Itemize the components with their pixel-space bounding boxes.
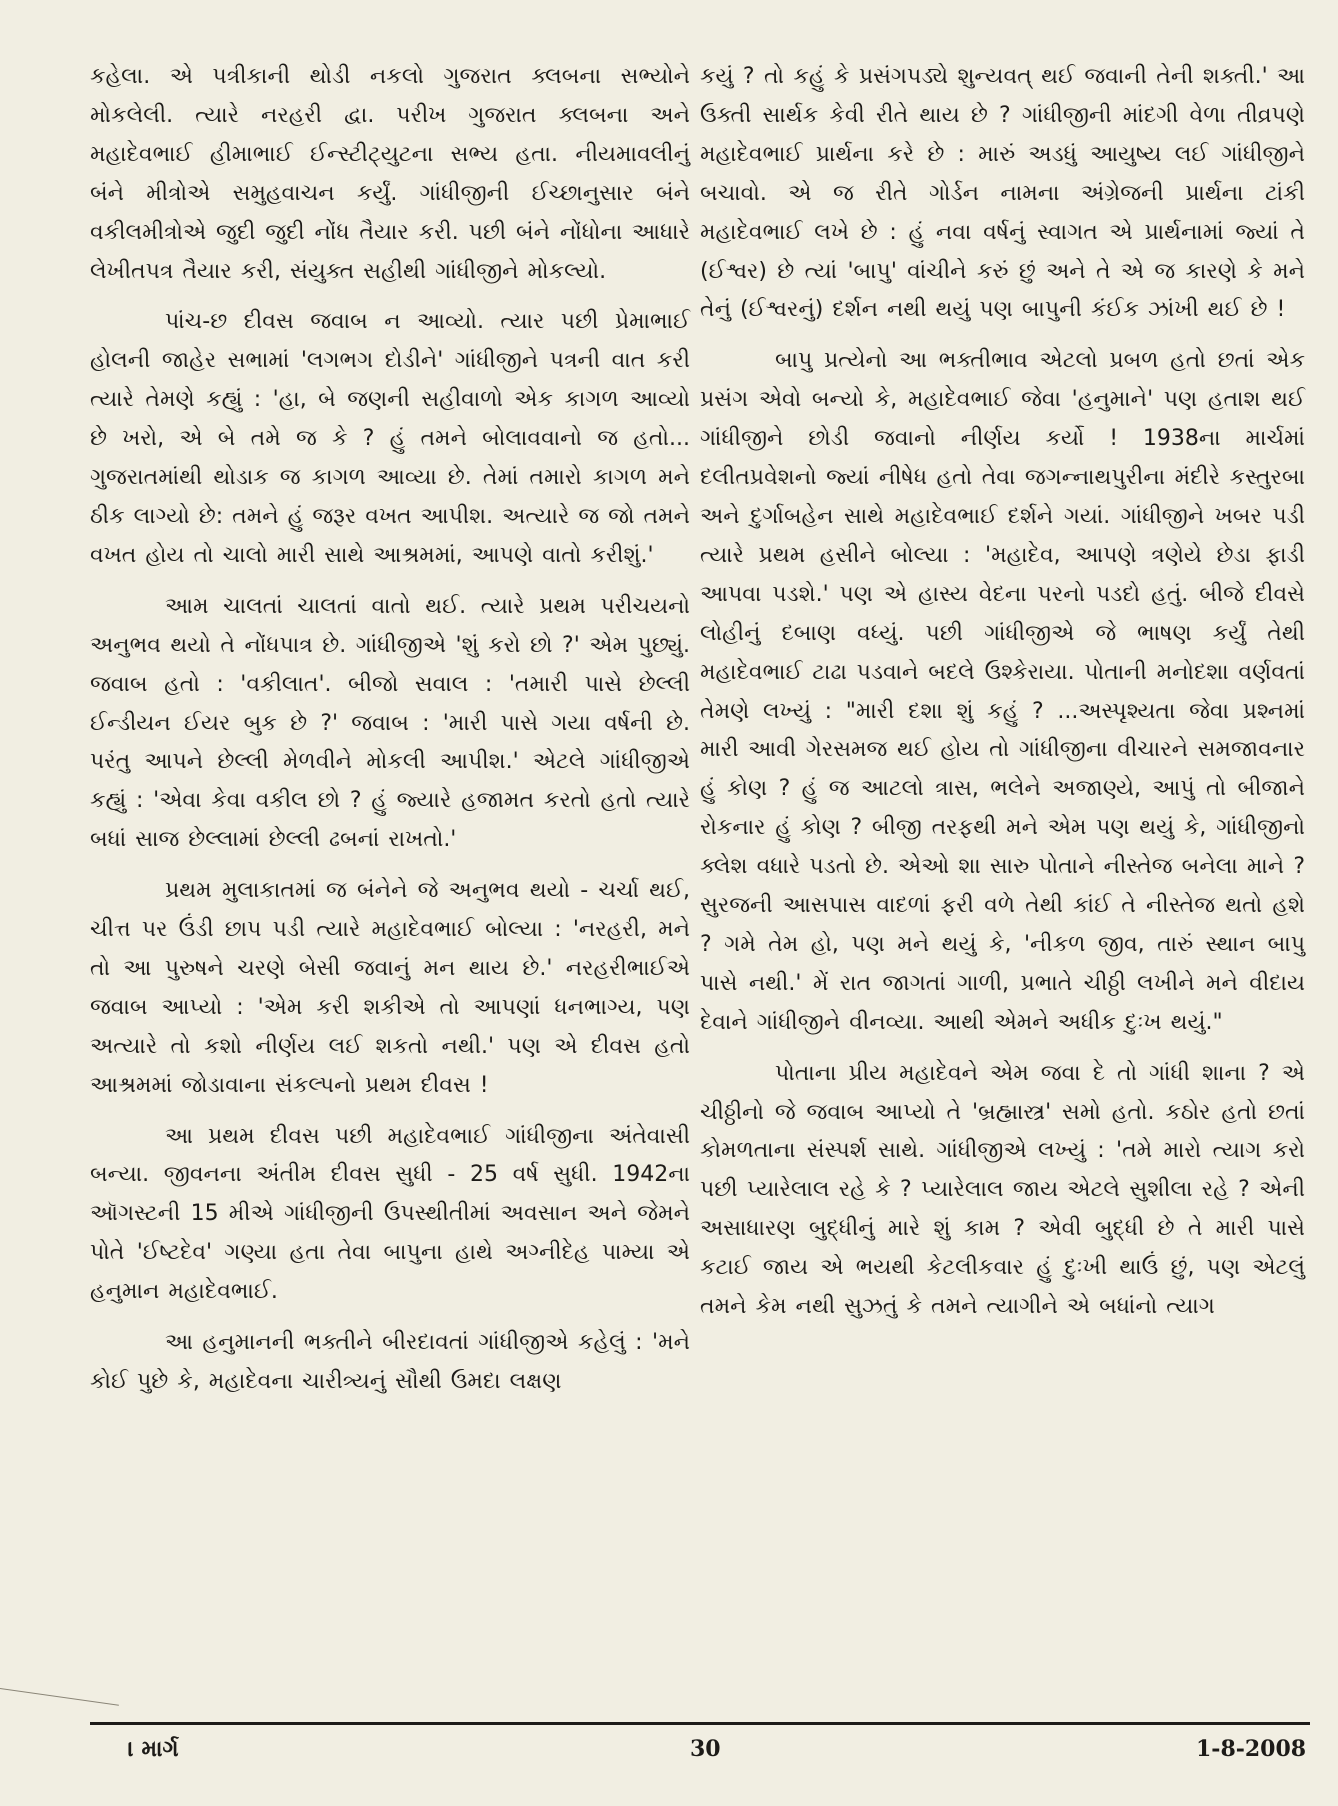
paragraph: આમ ચાલતાં ચાલતાં વાતો થઈ. ત્યારે પ્રથમ પરીચયનો અનુભવ થયો તે નોંધપાત્ર છે. ગાંધીજીએ 'શું કરો છો ?' એમ પુછ્યું. જવાબ હતો : 'વકીલાત'. બીજો સવાલ : 'તમારી પાસે છેલ્લી ઈન્ડીયન ઈયર બુક છે ?' જવાબ : 'મારી પાસે ગયા વર્ષની છે. પરંતુ આપને છેલ્લી મેળવીને મોકલી આપીશ.' એટલે ગાંધીજીએ કહ્યું : 'એવા કેવા વકીલ છો ? હું જ્યારે હજામત કરતો હતો ત્યારે બધાં સાજ છેલ્લામાં છેલ્લી ઢબનાં રાખતો.' xyxy=(90,593,690,853)
page-number: 30 xyxy=(690,1736,721,1762)
paragraph: કયું ? તો કહું કે પ્રસંગપડ્યે શુન્યવત્ થઈ જવાની તેની શક્તી.' આ ઉક્તી સાર્થક કેવી રીતે થાય છે ? ગાંધીજીની માંદગી વેળા તીવ્રપણે મહાદેવભાઈ પ્રાર્થના કરે છે : મારું અડધું આયુષ્ય લઈ ગાંધીજીને બચાવો. એ જ રીતે ગોર્ડન નામના અંગ્રેજની પ્રાર્થના ટાંકી મહાદેવભાઈ લખે છે : હું નવા વર્ષનું સ્વાગત એ પ્રાર્થનામાં જ્યાં તે (ઈશ્વર) છે ત્યાં 'બાપુ' વાંચીને કરું છું અને તે એ જ કારણે કે મને તેનું (ઈશ્વરનું) દર્શન નથી થયું પણ બાપુની કંઈક ઝાંખી થઈ છે ! xyxy=(700,64,1305,323)
right-column xyxy=(700,58,1305,1339)
paragraph: પાંચ-છ દીવસ જવાબ ન આવ્યો. ત્યાર પછી પ્રેમાભાઈ હોલની જાહેર સભામાં 'લગભગ દોડીને' ગાંધીજીને પત્રની વાત કરી ત્યારે તેમણે કહ્યું : 'હા, બે જણની સહીવાળો એક કાગળ આવ્યો છે ખરો, એ બે તમે જ કે ? હું તમને બોલાવવાનો જ હતો... ગુજરાતમાંથી થોડાક જ કાગળ આવ્યા છે. તેમાં તમારો કાગળ મને ઠીક લાગ્યો છે: તમને હું જરૂર વખત આપીશ. અત્યારે જ જો તમને વખત હોય તો ચાલો મારી સાથે આશ્રમમાં, આપણે વાતો કરીશું.' xyxy=(90,309,690,568)
footer-rule xyxy=(90,1722,1310,1725)
paragraph: પોતાના પ્રીય મહાદેવને એમ જવા દે તો ગાંધી શાના ? એ ચીઠ્ઠીનો જે જવાબ આપ્યો તે 'બ્રહ્માસ્ત્ર' સમો હતો. કઠોર હતો છતાં કોમળતાના સંસ્પર્શ સાથે. ગાંધીજીએ લખ્યું : 'તમે મારો ત્યાગ કરો પછી પ્યારેલાલ રહે કે ? પ્યારેલાલ જાય એટલે સુશીલા રહે ? એની અસાધારણ બુદ્ધીનું મારે શું કામ ? એવી બુદ્ધી છે તે મારી પાસે કટાઈ જાય એ ભયથી કેટલીકવાર હું દુઃખી થાઉં છું, પણ એટલું તમને કેમ નથી સુઝતું કે તમને ત્યાગીને એ બધાંનો ત્યાગ xyxy=(700,1060,1305,1320)
paragraph: પ્રથમ મુલાકાતમાં જ બંનેને જે અનુભવ થયો - ચર્ચા થઈ, ચીત્ત પર ઉંડી છાપ પડી ત્યારે મહાદેવભાઈ બોલ્યા : 'નરહરી, મને તો આ પુરુષને ચરણે બેસી જવાનું મન થાય છે.' નરહરીભાઈએ જવાબ આપ્યો : 'એમ કરી શકીએ તો આપણાં ધનભાગ્ય, પણ અત્યારે તો કશો નીર્ણય લઈ શકતો નથી.' પણ એ દીવસ હતો આશ્રમમાં જોડાવાના સંકલ્પનો પ્રથમ દીવસ ! xyxy=(90,878,690,1098)
left-column xyxy=(90,58,690,1414)
paragraph: આ હનુમાનની ભક્તીને બીરદાવતાં ગાંધીજીએ કહેલું : 'મને કોઈ પુછે કે, મહાદેવના ચારીત્ર્યનું સૌથી ઉમદા લક્ષણ xyxy=(90,1330,690,1394)
paragraph: કહેલા. એ પત્રીકાની થોડી નકલો ગુજરાત ક્લબના સભ્યોને મોકલેલી. ત્યારે નરહરી દ્વા. પરીખ ગુજરાત ક્લબના અને મહાદેવભાઈ હીમાભાઈ ઈન્સ્ટીટ્યુટના સભ્ય હતા. નીયમાવલીનું બંને મીત્રોએ સમુહવાચન કર્યું. ગાંધીજીની ઈચ્છાનુસાર બંને વકીલમીત્રોએ જુદી જુદી નોંધ તૈયાર કરી. પછી બંને નોંધોના આધારે લેખીતપત્ર તૈયાર કરી, સંયુક્ત સહીથી ગાંધીજીને મોકલ્યો. xyxy=(90,64,690,284)
margin-pencil-mark xyxy=(0,1688,119,1706)
issue-date: 1-8-2008 xyxy=(1196,1736,1307,1762)
footer-magazine-name: । માર્ગ xyxy=(128,1736,179,1762)
paragraph: બાપુ પ્રત્યેનો આ ભક્તીભાવ એટલો પ્રબળ હતો છતાં એક પ્રસંગ એવો બન્યો કે, મહાદેવભાઈ જેવા 'હનુમાને' પણ હતાશ થઈ ગાંધીજીને છોડી જવાનો નીર્ણય કર્યો ! 1938ના માર્ચમાં દલીતપ્રવેશનો જ્યાં નીષેધ હતો તેવા જગન્નાથપુરીના મંદીરે કસ્તુરબા અને દુર્ગાબહેન સાથે મહાદેવભાઈ દર્શને ગયાં. ગાંધીજીને ખબર પડી ત્યારે પ્રથમ હસીને બોલ્યા : 'મહાદેવ, આપણે ત્રણેયે છેડા ફાડી આપવા પડશે.' પણ એ હાસ્ય વેદના પરનો પડદો હતું. બીજે દીવસે લોહીનું દબાણ વધ્યું. પછી ગાંધીજીએ જે ભાષણ કર્યું તેથી મહાદેવભાઈ ટાઢા પડવાને બદલે ઉશ્કેરાયા. પોતાની મનોદશા વર્ણવતાં તેમણે લખ્યું : "મારી દશા શું કહું ? ...અસ્પૃશ્યતા જેવા પ્રશ્નમાં મારી આવી ગેરસમજ થઈ હોય તો ગાંધીજીના વીચારને સમજાવનાર હું કોણ ? હું જ આટલો ત્રાસ, ભલેને અજાણ્યે, આપું તો બીજાને રોકનાર હું કોણ ? બીજી તરફથી મને એમ પણ થયું કે, ગાંધીજીનો ક્લેશ વધારે પડતો છે. એઓ શા સારુ પોતાને નીસ્તેજ બનેલા માને ? સુરજની આસપાસ વાદળાં ફરી વળે તેથી કાંઈ તે નીસ્તેજ થતો હશે ? ગમે તેમ હો, પણ મને થયું કે, 'નીકળ જીવ, તારું સ્થાન બાપુ પાસે નથી.' મેં રાત જાગતાં ગાળી, પ્રભાતે ચીઠ્ઠી લખીને મને વીદાય દેવાને ગાંધીજીને વીનવ્યા. આથી એમને અધીક દુઃખ થયું." xyxy=(700,348,1305,1035)
paragraph: આ પ્રથમ દીવસ પછી મહાદેવભાઈ ગાંધીજીના અંતેવાસી બન્યા. જીવનના અંતીમ દીવસ સુધી - 25 વર્ષ સુધી. 1942ના ઑગસ્ટની 15 મીએ ગાંધીજીની ઉપસ્થીતીમાં અવસાન અને જેમને પોતે 'ઈષ્ટદેવ' ગણ્યા હતા તેવા બાપુના હાથે અગ્નીદેહ પામ્યા એ હનુમાન મહાદેવભાઈ. xyxy=(90,1123,690,1305)
